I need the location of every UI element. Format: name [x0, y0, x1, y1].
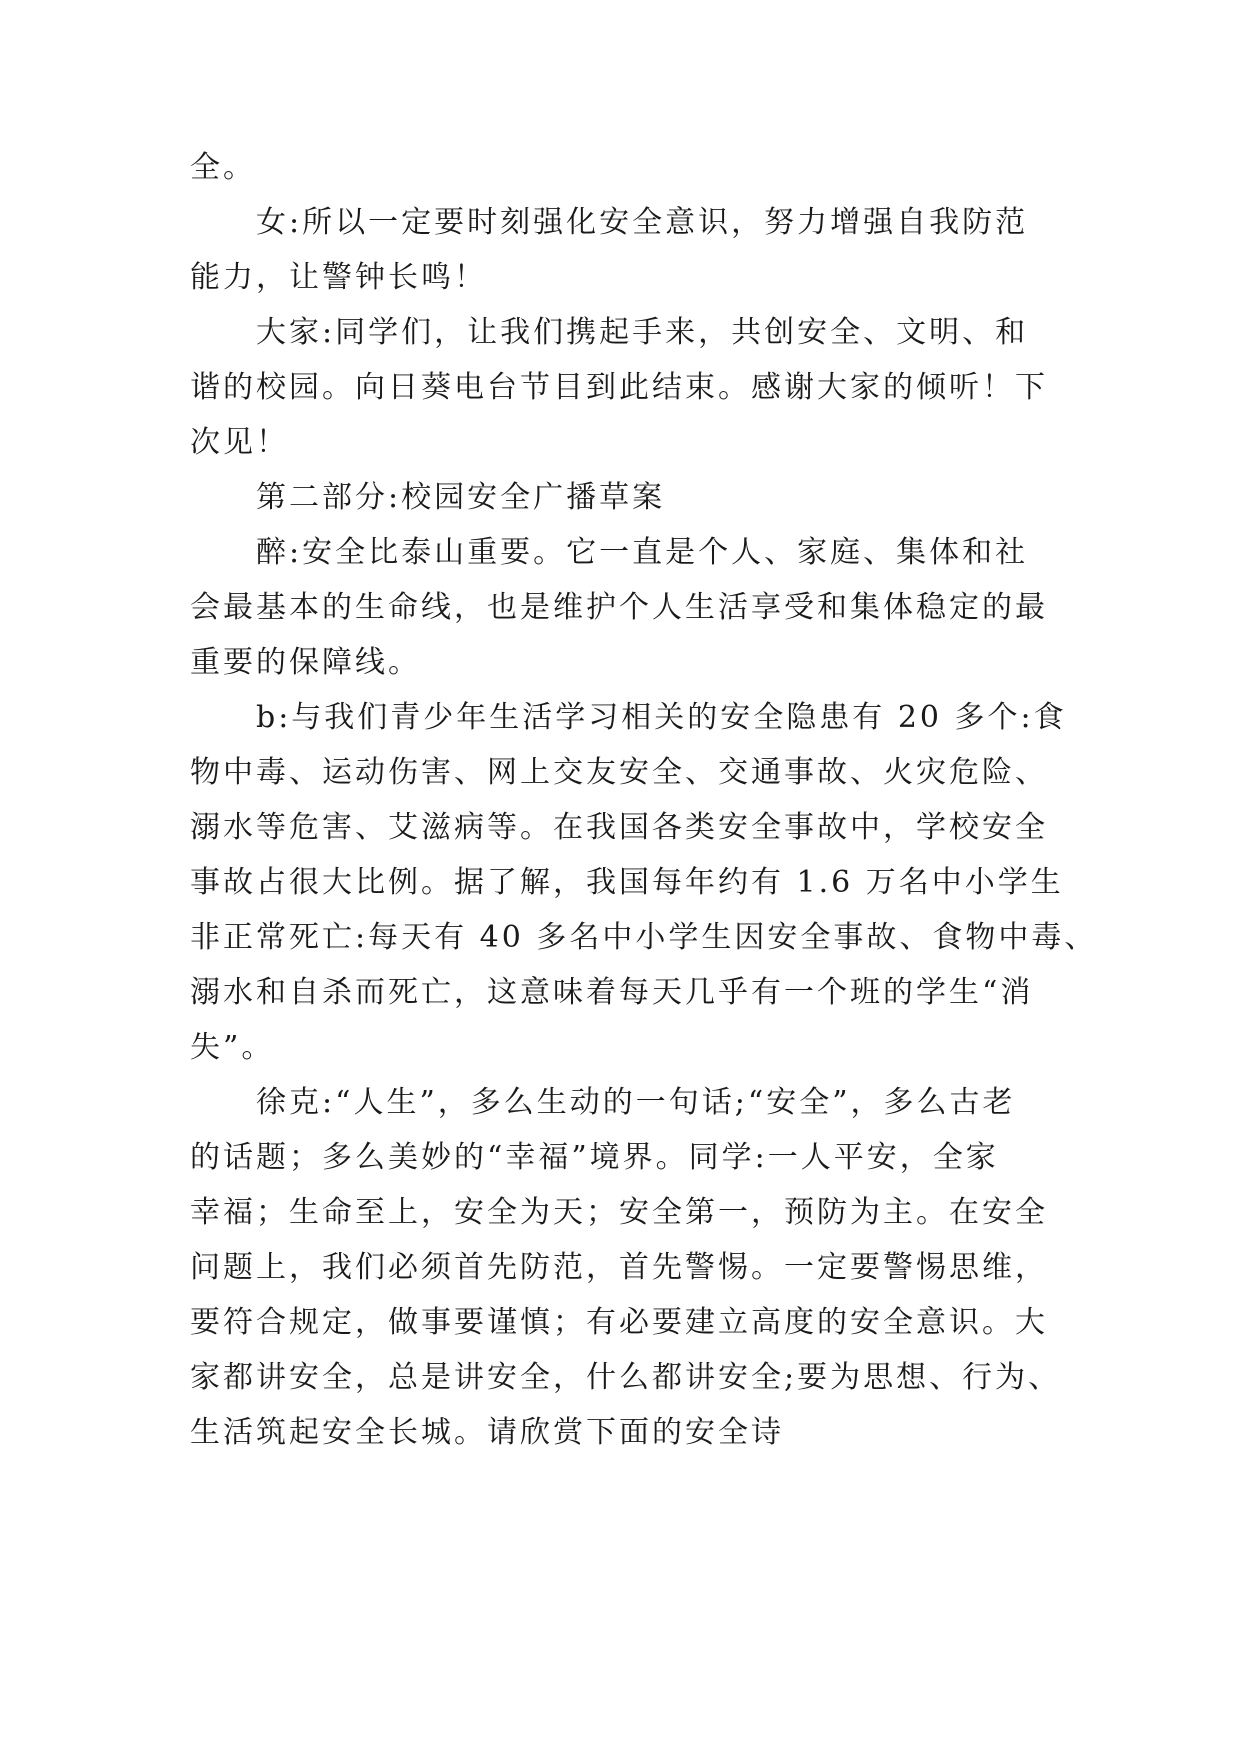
text-line: 溺水和自杀而死亡，这意味着每天几乎有一个班的学生“消 [190, 975, 1034, 1010]
text-line: 徐克:“人生”，多么生动的一句话;“安全”，多么古老 [256, 1085, 1016, 1120]
text-line: 问题上，我们必须首先防范，首先警惕。一定要警惕思维， [190, 1250, 1048, 1285]
text-line: 会最基本的生命线，也是维护个人生活享受和集体稳定的最 [190, 590, 1048, 625]
text-line: 谐的校园。向日葵电台节目到此结束。感谢大家的倾听！下 [190, 370, 1048, 405]
text-line: 溺水等危害、艾滋病等。在我国各类安全事故中，学校安全 [190, 810, 1048, 845]
text-line: 非正常死亡:每天有 40 多名中小学生因安全事故、食物中毒、 [190, 920, 1098, 955]
text-line: 的话题；多么美妙的“幸福”境界。同学:一人平安，全家 [190, 1140, 999, 1175]
text-line: 醉:安全比泰山重要。它一直是个人、家庭、集体和社 [256, 535, 1029, 570]
text-line: 生活筑起安全长城。请欣赏下面的安全诗 [190, 1415, 784, 1450]
text-line: 事故占很大比例。据了解，我国每年约有 1.6 万名中小学生 [190, 865, 1064, 900]
text-line: 全。 [190, 150, 256, 185]
text-line: 次见！ [190, 425, 289, 460]
text-line: 失”。 [190, 1030, 275, 1065]
text-line: 大家:同学们，让我们携起手来，共创安全、文明、和 [256, 315, 1029, 350]
text-line: 家都讲安全，总是讲安全，什么都讲安全;要为思想、行为、 [190, 1360, 1062, 1395]
text-line: b:与我们青少年生活学习相关的安全隐患有 20 多个:食 [256, 700, 1067, 735]
text-line: 重要的保障线。 [190, 645, 421, 680]
text-line: 要符合规定，做事要谨慎；有必要建立高度的安全意识。大 [190, 1305, 1048, 1340]
section-heading: 第二部分:校园安全广播草案 [256, 480, 666, 515]
text-line: 女:所以一定要时刻强化安全意识，努力增强自我防范 [256, 205, 1029, 240]
text-line: 幸福；生命至上，安全为天；安全第一，预防为主。在安全 [190, 1195, 1048, 1230]
text-line: 能力，让警钟长鸣！ [190, 260, 487, 295]
text-line: 物中毒、运动伤害、网上交友安全、交通事故、火灾危险、 [190, 755, 1048, 790]
